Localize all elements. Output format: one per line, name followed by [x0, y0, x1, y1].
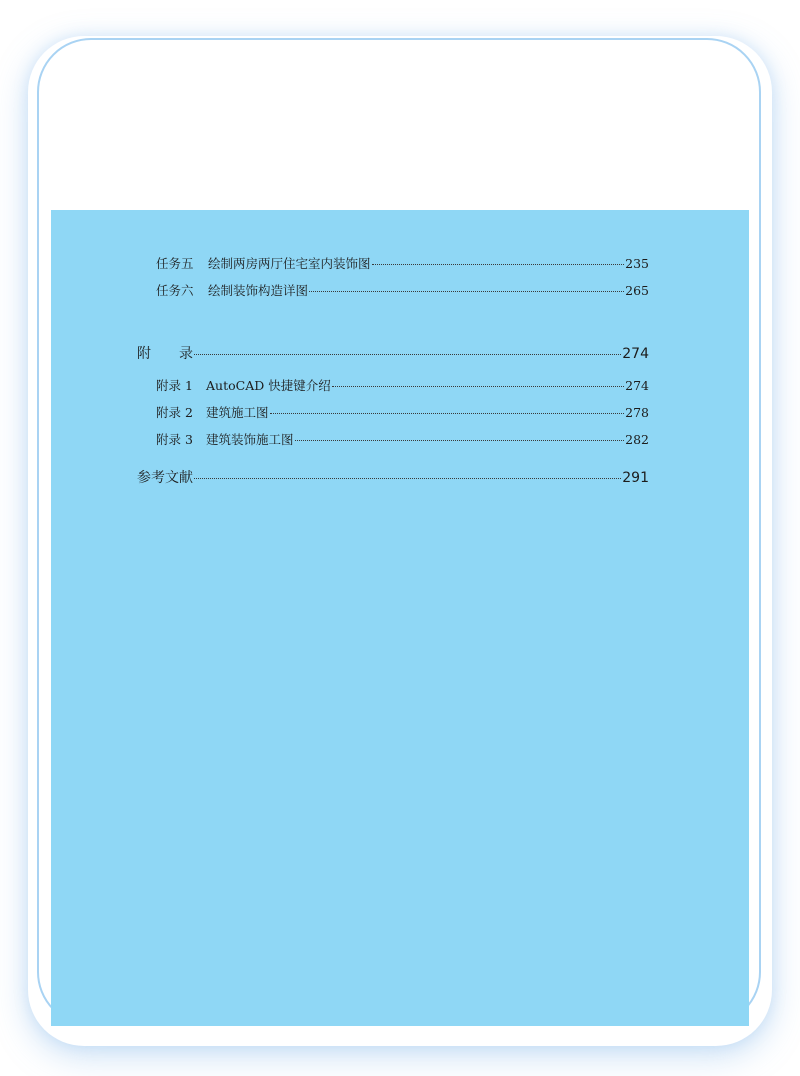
- toc-entry-title: 建筑施工图: [206, 405, 269, 420]
- toc-entry-label: 附录 3: [156, 432, 193, 447]
- toc-entry-references[interactable]: [137, 467, 649, 487]
- toc-entry-page: 274: [625, 378, 649, 393]
- toc-entry-label: 附录 2: [156, 405, 193, 420]
- dot-leader: [372, 264, 625, 265]
- toc-entry-page: 291: [622, 470, 649, 486]
- dot-leader: [194, 354, 621, 355]
- dot-leader: [309, 291, 624, 292]
- toc-entry-appendix-1[interactable]: [156, 376, 649, 394]
- toc-entry-title: 绘制两房两厅住宅室内装饰图: [208, 256, 371, 271]
- toc-entry-page: 278: [625, 405, 649, 420]
- toc-entry-appendix-2[interactable]: [156, 403, 649, 421]
- toc-panel: [51, 210, 749, 1026]
- toc-entry-page: 274: [622, 346, 649, 362]
- dot-leader: [295, 440, 625, 441]
- toc-entry-label: 附录: [137, 346, 221, 362]
- toc-entry-title: 绘制装饰构造详图: [208, 283, 309, 298]
- toc-entry-label: 任务五: [156, 256, 194, 271]
- dot-leader: [194, 478, 621, 479]
- toc-entry-page: 265: [625, 283, 649, 298]
- toc-entry-title: AutoCAD 快捷键介绍: [206, 378, 331, 393]
- toc-entry-page: 282: [625, 432, 649, 447]
- toc-entry-page: 235: [625, 256, 649, 271]
- dot-leader: [332, 386, 624, 387]
- dot-leader: [270, 413, 625, 414]
- toc-entry-title: 建筑装饰施工图: [206, 432, 294, 447]
- toc-entry-label: 附录 1: [156, 378, 193, 393]
- toc-entry-appendix-3[interactable]: [156, 430, 649, 448]
- toc-entry-task-five[interactable]: [156, 254, 649, 272]
- toc-entry-appendix[interactable]: [137, 343, 649, 363]
- toc-entry-label: 参考文献: [137, 470, 193, 486]
- toc-entry-label: 任务六: [156, 283, 194, 298]
- toc-entry-task-six[interactable]: [156, 281, 649, 299]
